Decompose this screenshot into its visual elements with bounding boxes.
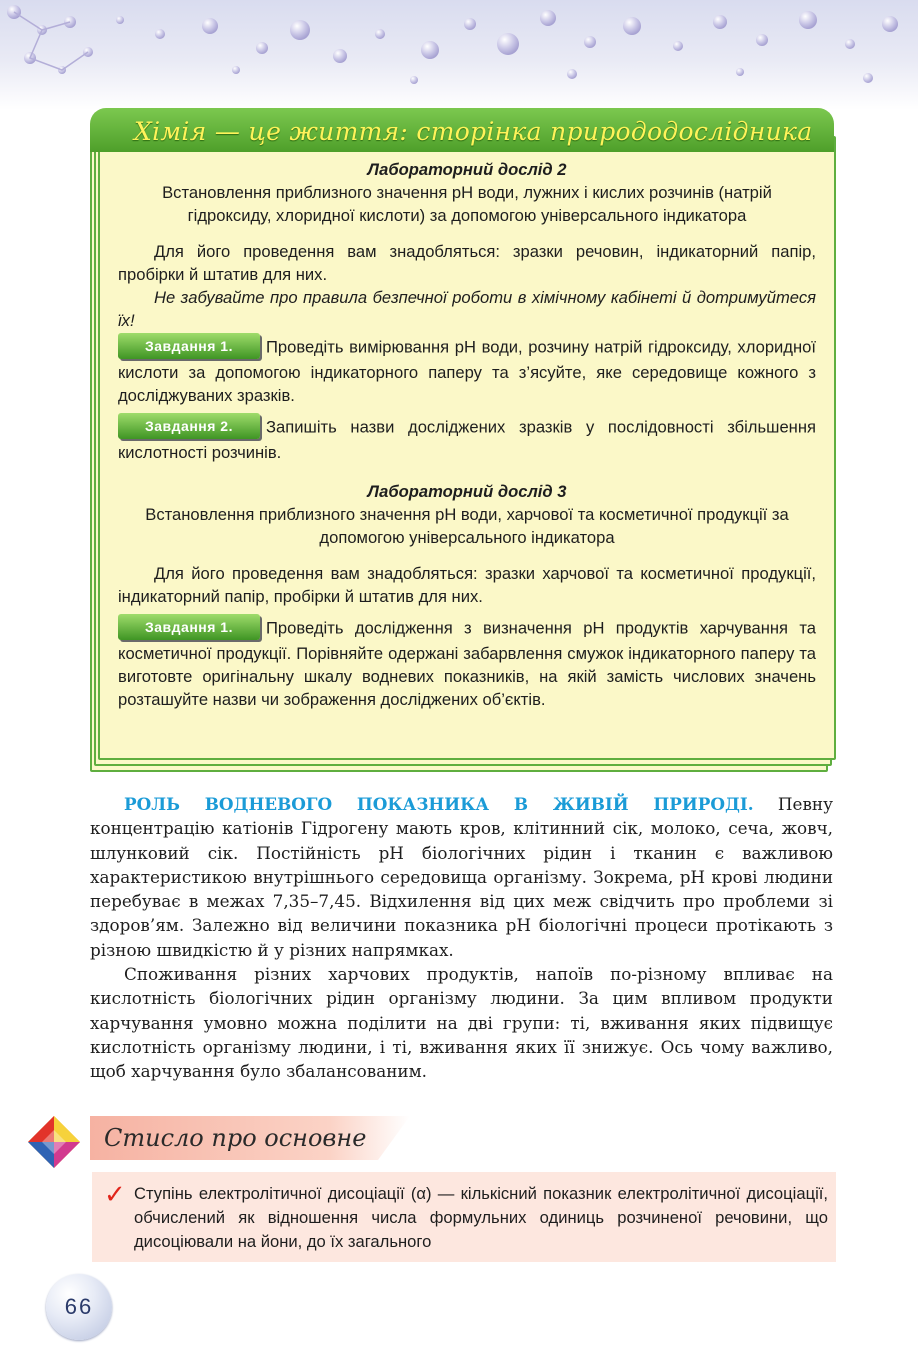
lab3-materials: Для його проведення вам знадобляться: зразки харчової та косметичної продукції, індикаторний папір, пробірки й штатив для них. xyxy=(118,564,816,606)
summary-diamond-icon xyxy=(24,1112,84,1172)
lab3-title: Лабораторний дослід 3 xyxy=(367,482,567,501)
lab2-task1 xyxy=(118,335,816,407)
paragraph: Споживання різних харчових продуктів, напоїв по-різному впливає на кислотність біологічних рідин організму людини. За цим впливом продукти харчування умовно можна поділити на дві групи: ті, вживання яких підвищує кислотність організму людини, і ті, вживання яких її знижує. Ось чому важливо, щоб харчування було збалансованим. xyxy=(90,964,833,1082)
lab-box-content xyxy=(118,158,816,711)
lab2-task1-text: Проведіть вимірювання pH води, розчину натрій гідроксиду, хлоридної кислоти за допомогою індикаторного паперу та з’ясуйте, яке середовище кожного з досліджуваних зразків. xyxy=(118,337,816,405)
check-mark-icon: ✓ xyxy=(104,1180,126,1210)
lab3-task1 xyxy=(118,616,816,711)
lab2-subtitle: Встановлення приблизного значення pH води, лужних і кислих розчинів (натрій гідроксиду, хлоридної кислоти) за допомогою універсального індикатора xyxy=(162,183,772,225)
lab2-task2 xyxy=(118,415,816,464)
paragraph xyxy=(90,792,833,962)
page-number: 66 xyxy=(64,1294,94,1319)
summary-title: Стисло про основне xyxy=(104,1124,367,1152)
task-badge: Завдання 1. xyxy=(118,614,260,640)
task-badge: Завдання 1. xyxy=(118,333,260,359)
lab2-safety-note: Не забувайте про правила безпечної роботи в хімічному кабінеті й дотримуйтеся їх! xyxy=(118,288,816,330)
lab-box-header xyxy=(90,108,834,152)
task-badge: Завдання 2. xyxy=(118,413,260,439)
bubbles-decoration xyxy=(0,0,918,110)
top-decoration xyxy=(0,0,918,110)
laboratory-box xyxy=(90,108,834,768)
lab-box-header-title: Хімія — це життя: сторінка природодослідника xyxy=(134,117,813,146)
lab2-title: Лабораторний дослід 2 xyxy=(367,160,567,179)
lab3-task1-text: Проведіть дослідження з визначення pH продуктів харчування та косметичної продукції. Порівняйте одержані забарвлення смужок індикаторного паперу та виготовте оригінальну шкалу водневих показників, на якій замість числових значень розташуйте назви чи зображення досліджених об’єктів. xyxy=(118,618,816,709)
lab3-subtitle: Встановлення приблизного значення pH води, харчової та косметичної продукції за допомогою універсального індикатора xyxy=(145,505,789,547)
lab2-task2-text: Запишіть назви досліджених зразків у послідовності збільшення кислотності розчинів. xyxy=(118,417,816,462)
lab2-materials: Для його проведення вам знадобляться: зразки речовин, індикаторний папір, пробірки й штатив для них. xyxy=(118,242,816,284)
summary-item: Ступінь електролітичної дисоціації (α) — кількісний показник електролітичної дисоціації, обчислений як відношення числа формульних одиниць розчиненої речовини, що дисоціювали на йони, до їх загального xyxy=(134,1184,828,1251)
paragraph-text: Певну концентрацію катіонів Гідрогену мають кров, клітинний сік, молоко, сеча, жовч, шлунковий сік. Постійність pH біологічних рідин і тканин є важливою характеристикою внутрішнього середовища організму. Зокрема, pH крові людини перебуває в межах 7,35–7,45. Відхилення від цих меж свідчить про проблеми зі здоров’ям. Залежно від величини показника pH біологічні процеси протікають з різною швидкістю й у різних напрямках. xyxy=(90,794,833,960)
main-text xyxy=(90,792,833,1084)
section-rubric: РОЛЬ ВОДНЕВОГО ПОКАЗНИКА В ЖИВІЙ ПРИРОДІ. xyxy=(124,794,754,814)
